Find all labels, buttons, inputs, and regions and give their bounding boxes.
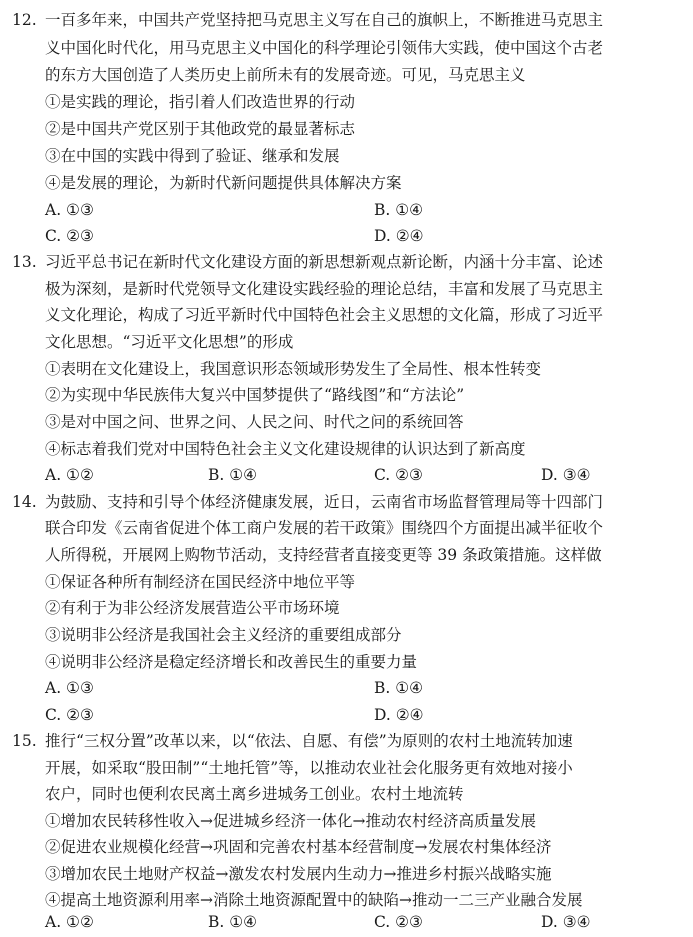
option-b: B. ①④: [208, 913, 258, 931]
option-b: B. ①④: [374, 679, 424, 697]
option-a: A. ①③: [45, 679, 94, 697]
statement-2: ②促进农业规模化经营→巩固和完善农村基本经营制度→发展农村集体经济: [45, 838, 552, 856]
option-c: C. ②③: [45, 227, 94, 245]
statement-4: ④提高土地资源利用率→消除土地资源配置中的缺陷→推动一二三产业融合发展: [45, 891, 583, 909]
option-d: D. ③④: [541, 913, 591, 931]
statement-1: ①增加农民转移性收入→促进城乡经济一体化→推动农村经济高质量发展: [45, 812, 536, 830]
option-a: A. ①②: [45, 913, 94, 931]
statement-1: ①保证各种所有制经济在国民经济中地位平等: [45, 573, 356, 591]
statement-2: ②是中国共产党区别于其他政党的最显著标志: [45, 120, 356, 138]
statement-4: ④标志着我们党对中国特色社会主义文化建设规律的认识达到了新高度: [45, 440, 526, 458]
question-stem-line: 推行“三权分置”改革以来，以“依法、自愿、有偿”为原则的农村土地流转加速: [45, 732, 573, 750]
option-a: A. ①③: [45, 201, 94, 219]
option-b: B. ①④: [208, 466, 258, 484]
statement-1: ①表明在文化建设上，我国意识形态领域形势发生了全局性、根本性转变: [45, 360, 542, 378]
option-c: C. ②③: [45, 706, 94, 724]
statement-3: ③说明非公经济是我国社会主义经济的重要组成部分: [45, 626, 402, 644]
statement-1: ①是实践的理论，指引着人们改造世界的行动: [45, 93, 356, 111]
question-stem-line: 农户，同时也便利农民离土离乡进城务工创业。农村土地流转: [45, 785, 464, 803]
question-number: 14.: [12, 493, 37, 511]
question-number: 15.: [12, 732, 37, 750]
statement-2: ②为实现中华民族伟大复兴中国梦提供了“路线图”和“方法论”: [45, 386, 465, 404]
option-d: D. ③④: [541, 466, 591, 484]
question-stem-line: 一百多年来，中国共产党坚持把马克思主义写在自己的旗帜上，不断推进马克思主: [45, 11, 604, 29]
question-stem-line: 联合印发《云南省促进个体工商户发展的若干政策》围绕四个方面提出减半征收个: [45, 519, 604, 537]
option-c: C. ②③: [374, 466, 423, 484]
option-d: D. ②④: [374, 227, 424, 245]
question-stem-line: 为鼓励、支持和引导个体经济健康发展，近日，云南省市场监督管理局等十四部门: [45, 493, 604, 511]
question-number: 12.: [12, 11, 37, 29]
option-b: B. ①④: [374, 201, 424, 219]
question-stem-line: 人所得税，开展网上购物节活动，支持经营者直接变更等 39 条政策措施。这样做: [45, 546, 602, 564]
question-stem-line: 义中国化时代化，用马克思主义中国化的科学理论引领伟大实践，使中国这个古老: [45, 39, 604, 57]
option-d: D. ②④: [374, 706, 424, 724]
option-c: C. ②③: [374, 913, 423, 931]
statement-3: ③增加农民土地财产权益→激发农村发展内生动力→推进乡村振兴战略实施: [45, 865, 552, 883]
statement-2: ②有利于为非公经济发展营造公平市场环境: [45, 599, 340, 617]
statement-4: ④是发展的理论，为新时代新问题提供具体解决方案: [45, 174, 402, 192]
statement-3: ③是对中国之问、世界之问、人民之问、时代之问的系统回答: [45, 413, 464, 431]
statement-3: ③在中国的实践中得到了验证、继承和发展: [45, 147, 340, 165]
question-stem-line: 习近平总书记在新时代文化建设方面的新思想新观点新论断，内涵十分丰富、论述: [45, 253, 604, 271]
question-number: 13.: [12, 253, 37, 271]
statement-4: ④说明非公经济是稳定经济增长和改善民生的重要力量: [45, 653, 418, 671]
question-stem-line: 极为深刻，是新时代党领导文化建设实践经验的理论总结，丰富和发展了马克思主: [45, 280, 604, 298]
question-stem-line: 开展，如采取“股田制”“土地托管”等，以推动农业社会化服务更有效地对接小: [45, 759, 573, 777]
option-a: A. ①②: [45, 466, 94, 484]
question-stem-line: 文化思想。“习近平文化思想”的形成: [45, 333, 294, 351]
question-stem-line: 义文化理论，构成了习近平新时代中国特色社会主义思想的文化篇，形成了习近平: [45, 306, 604, 324]
question-stem-line: 的东方大国创造了人类历史上前所未有的发展奇迹。可见，马克思主义: [45, 66, 526, 84]
